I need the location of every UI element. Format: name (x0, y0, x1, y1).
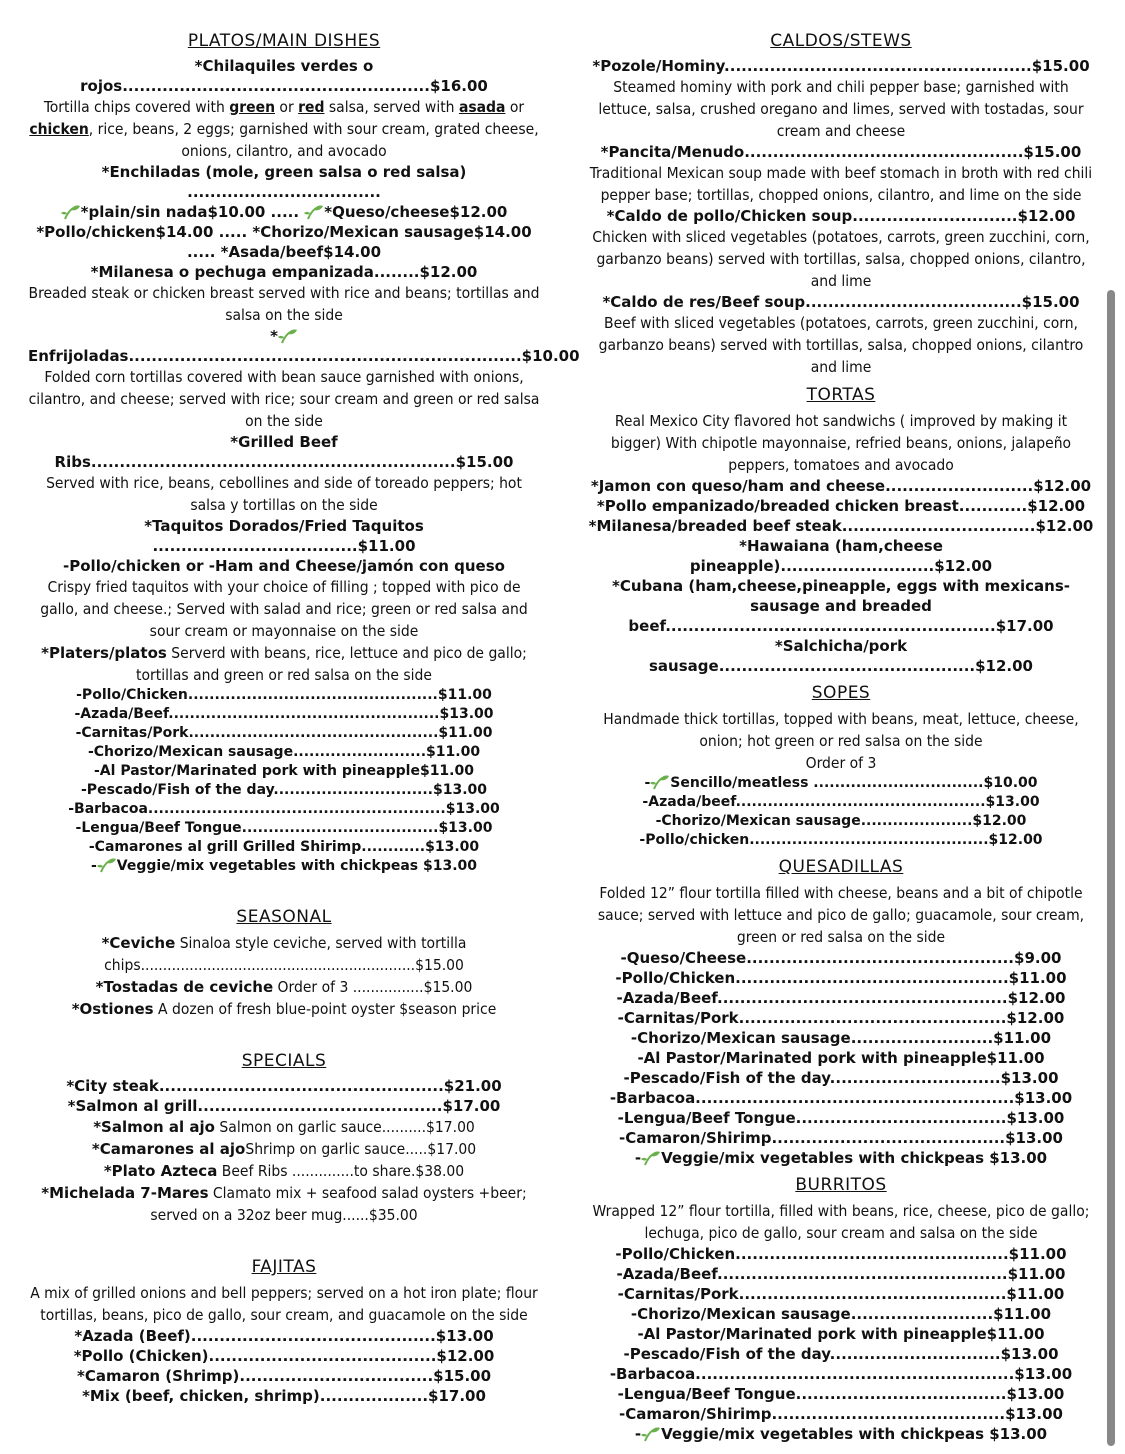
item-description: A mix of grilled onions and bell peppers; served on a hot iron plate; flour tortillas, beans, pico de gallo, sour cream, and guacamole on the side (30, 1284, 538, 1324)
menu-option: -Lengua/Beef Tongue.....................................$13.00 (75, 820, 493, 836)
section-title: PLATOS/MAIN DISHES (187, 31, 381, 51)
section-title: SPECIALS (241, 1051, 327, 1071)
item-description: Served with rice, beans, cebollines and side of toreado peppers; hot salsa y tortillas on the side (46, 474, 522, 514)
menu-item: *Cubana (ham,cheese,pineapple, eggs with mexicans-sausage and breaded beef..........................................................$17.00 (611, 577, 1070, 635)
menu-item: -Queso/Cheese...............................................$9.00 (620, 949, 1062, 967)
menu-option: - Sencillo/meatless ................................$10.00 (644, 775, 1038, 791)
menu-item: *Platers/platos Serverd with beans, rice, lettuce and pico de gallo; tortillas and green or red salsa on the side (41, 644, 527, 684)
menu-section (28, 1256, 540, 1406)
menu-item: -Pollo/Chicken................................................$11.00 (615, 1245, 1067, 1263)
left-column (28, 30, 580, 1406)
sprout-icon (641, 1150, 661, 1166)
item-description: Real Mexico City flavored hot sandwichs ( improved by making it bigger) With chipotle mayonnaise, refried beans, onions, jalapeño peppers, tomatoes and avocado (610, 412, 1072, 474)
menu-item: *Enchiladas (mole, green salsa o red salsa) .................................. (101, 163, 467, 201)
sprout-icon (641, 1426, 661, 1442)
menu-item: - Veggie/mix vegetables with chickpeas $13.00 (634, 1425, 1048, 1443)
menu-item: -Azada/Beef...................................................$11.00 (616, 1265, 1066, 1283)
menu-item: -Camaron/Shirimp.........................................$13.00 (618, 1405, 1063, 1423)
menu-item: -Carnitas/Pork...............................................$12.00 (617, 1009, 1065, 1027)
sprout-icon (97, 857, 117, 873)
scrollbar[interactable] (1107, 290, 1115, 1446)
menu-item: *City steak..................................................$21.00 (66, 1077, 502, 1095)
menu-item: *Pollo empanizado/breaded chicken breast............$12.00 (596, 497, 1086, 515)
item-description: Wrapped 12” flour tortilla, filled with beans, rice, cheese, pico de gallo; lechuga, pico de gallo, sour cream and salsa on the side (592, 1202, 1090, 1242)
sprout-icon (304, 204, 324, 220)
item-description: Tortilla chips covered with green or red salsa, served with asada or chicken, rice, beans, 2 eggs; garnished with sour cream, grated cheese, onions, cilantro, and avocado (29, 98, 539, 160)
menu-item: -Al Pastor/Marinated pork with pineapple$11.00 (637, 1325, 1045, 1343)
menu-option: -Camarones al grill Grilled Shirimp............$13.00 (88, 839, 480, 855)
item-description: Steamed hominy with pork and chili pepper base; garnished with lettuce, salsa, crushed oregano and limes, served with tostadas, sour cream and cheese (598, 78, 1084, 140)
menu-item: *Salmon al grill...........................................$17.00 (67, 1097, 501, 1115)
menu-item: *Caldo de res/Beef soup......................................$15.00 (602, 293, 1080, 311)
menu-item: *Hawaiana (ham,cheese pineapple)...........................$12.00 (689, 537, 993, 575)
menu-item: *Chilaquiles verdes o rojos......................................................$16.00 (80, 57, 488, 95)
section-title: TORTAS (806, 385, 876, 405)
item-description: Beef with sliced vegetables (potatoes, carrots, green zucchini, corn, garbanzo beans) served with tortillas, salsa, chopped onions, cilantro and lime (598, 314, 1084, 376)
menu-item: *Enfrijoladas.....................................................................$10.00 (28, 327, 580, 365)
menu-option: -Carnitas/Pork...............................................$11.00 (75, 725, 493, 741)
menu-item: *Ostiones A dozen of fresh blue-point oyster $season price (71, 1000, 497, 1018)
section-title: SEASONAL (236, 907, 332, 927)
menu-option: -Barbacoa........................................................$13.00 (68, 801, 500, 817)
menu-item: *Caldo de pollo/Chicken soup.............................$12.00 (606, 207, 1076, 225)
menu-item: *Plato Azteca Beef Ribs ..............to share.$38.00 (103, 1162, 465, 1180)
menu-item: *Camarones al ajoShrimp on garlic sauce.....$17.00 (91, 1140, 477, 1158)
menu-option: -Pescado/Fish of the day..............................$13.00 (81, 782, 487, 798)
menu-section (28, 30, 580, 876)
menu-item: -Pescado/Fish of the day..............................$13.00 (623, 1069, 1059, 1087)
item-description: Crispy fried taquitos with your choice of filling ; topped with pico de gallo, and cheese.; Served with salad and rice; green or red salsa and sour cream or mayonnaise on the side (40, 578, 528, 640)
item-description: Folded 12” flour tortilla filled with cheese, beans and a bit of chipotle sauce; served with lettuce and pico de gallo; guacamole, sour cream, green or red salsa on the side (597, 884, 1085, 946)
menu-item: *Pollo (Chicken)........................................$12.00 (73, 1347, 495, 1365)
menu-option: -Chorizo/Mexican sausage.........................$11.00 (87, 744, 481, 760)
menu-section (588, 384, 1094, 676)
section-title: CALDOS/STEWS (770, 31, 912, 51)
menu-item: *Pancita/Menudo.................................................$15.00 (600, 143, 1082, 161)
item-description: Chicken with sliced vegetables (potatoes, carrots, green zucchini, corn, garbanzo beans) served with tortillas, salsa, chopped onions, cilantro, and lime (592, 228, 1090, 290)
menu-item: *Michelada 7-Mares Clamato mix + seafood salad oysters +beer; served on a 32oz beer mug......$35.00 (41, 1184, 527, 1224)
item-description: Breaded steak or chicken breast served with rice and beans; tortillas and salsa on the side (28, 284, 540, 324)
menu-section (588, 30, 1094, 378)
menu-item: *Grilled Beef Ribs................................................................$15.00 (54, 433, 514, 471)
menu-item: -Lengua/Beef Tongue.....................................$13.00 (617, 1109, 1065, 1127)
section-title: BURRITOS (795, 1175, 887, 1195)
menu-item: -Barbacoa........................................................$13.00 (609, 1089, 1073, 1107)
menu-item: *Salchicha/pork sausage.............................................$12.00 (649, 637, 1033, 675)
menu-section (588, 856, 1094, 1168)
menu-section (588, 1174, 1094, 1444)
menu-item: - Veggie/mix vegetables with chickpeas $13.00 (634, 1149, 1048, 1167)
menu-option: -Azada/beef...............................................$13.00 (642, 794, 1040, 810)
menu-item: *Milanesa/breaded beef steak..................................$12.00 (588, 517, 1094, 535)
item-description: Order of 3 (805, 754, 877, 772)
menu-item: -Azada/Beef...................................................$12.00 (616, 989, 1066, 1007)
section-title: SOPES (811, 683, 871, 703)
menu-item: *Pollo/chicken$14.00 ..... *Chorizo/Mexican sausage$14.00 ..... *Asada/beef$14.00 (36, 223, 532, 261)
menu-item: *Salmon al ajo Salmon on garlic sauce..........$17.00 (93, 1118, 475, 1136)
menu-item: *Milanesa o pechuga empanizada........$12.00 (90, 263, 478, 281)
menu-item: -Barbacoa........................................................$13.00 (609, 1365, 1073, 1383)
menu-item: -Al Pastor/Marinated pork with pineapple$11.00 (637, 1049, 1045, 1067)
item-description: Folded corn tortillas covered with bean sauce garnished with onions, cilantro, and cheese; served with rice; sour cream and green or red salsa on the side (28, 368, 540, 430)
menu-item: *Mix (beef, chicken, shrimp)...................$17.00 (82, 1387, 486, 1405)
menu-item: -Camaron/Shirimp.........................................$13.00 (618, 1129, 1063, 1147)
menu-section (28, 906, 540, 1020)
sprout-icon (61, 204, 81, 220)
menu-option: -Al Pastor/Marinated pork with pineapple$11.00 (94, 763, 474, 779)
right-column (588, 30, 1094, 1444)
menu-item: *Jamon con queso/ham and cheese..........................$12.00 (590, 477, 1092, 495)
menu-item: *plain/sin nada$10.00 ..... *Queso/cheese$12.00 (28, 202, 540, 222)
sprout-icon (278, 328, 298, 344)
item-description: Handmade thick tortillas, topped with beans, meat, lettuce, cheese, onion; hot green or red salsa on the side (603, 710, 1079, 750)
section-title: FAJITAS (251, 1257, 317, 1277)
menu-option: -Azada/Beef...................................................$13.00 (74, 706, 494, 722)
item-description: Traditional Mexican soup made with beef stomach in broth with red chili pepper base; tortillas, chopped onions, cilantro, and lime on the side (589, 164, 1093, 204)
menu-item: -Pescado/Fish of the day..............................$13.00 (623, 1345, 1059, 1363)
menu-item: -Chorizo/Mexican sausage.........................$11.00 (630, 1029, 1052, 1047)
menu-item: *Tostadas de ceviche Order of 3 ................$15.00 (95, 978, 473, 996)
sprout-icon (650, 774, 670, 790)
menu-item: *Camaron (Shrimp)..................................$15.00 (76, 1367, 492, 1385)
menu-item: *Ceviche Sinaloa style ceviche, served with tortilla chips..............................................................$15.00 (101, 934, 467, 974)
menu-section (28, 1050, 540, 1226)
menu-item: -Lengua/Beef Tongue.....................................$13.00 (617, 1385, 1065, 1403)
menu-option: -Pollo/Chicken...............................................$11.00 (76, 687, 492, 703)
menu-option: - Veggie/mix vegetables with chickpeas $13.00 (90, 858, 478, 874)
menu-item: -Carnitas/Pork...............................................$11.00 (617, 1285, 1065, 1303)
menu-item: *Pozole/Hominy......................................................$15.00 (592, 57, 1090, 75)
section-title: QUESADILLAS (778, 857, 904, 877)
menu-option: -Pollo/chicken.............................................$12.00 (639, 832, 1043, 848)
menu-section (588, 682, 1094, 850)
menu-item: *Azada (Beef)...........................................$13.00 (74, 1327, 494, 1345)
menu-item: *Taquitos Dorados/Fried Taquitos ....................................$11.00 (144, 517, 424, 555)
menu-option: -Chorizo/Mexican sausage.....................$12.00 (655, 813, 1027, 829)
menu-item: -Pollo/chicken or -Ham and Cheese/jamón con queso (63, 557, 505, 575)
menu-item: -Pollo/Chicken................................................$11.00 (615, 969, 1067, 987)
menu-item: -Chorizo/Mexican sausage.........................$11.00 (630, 1305, 1052, 1323)
